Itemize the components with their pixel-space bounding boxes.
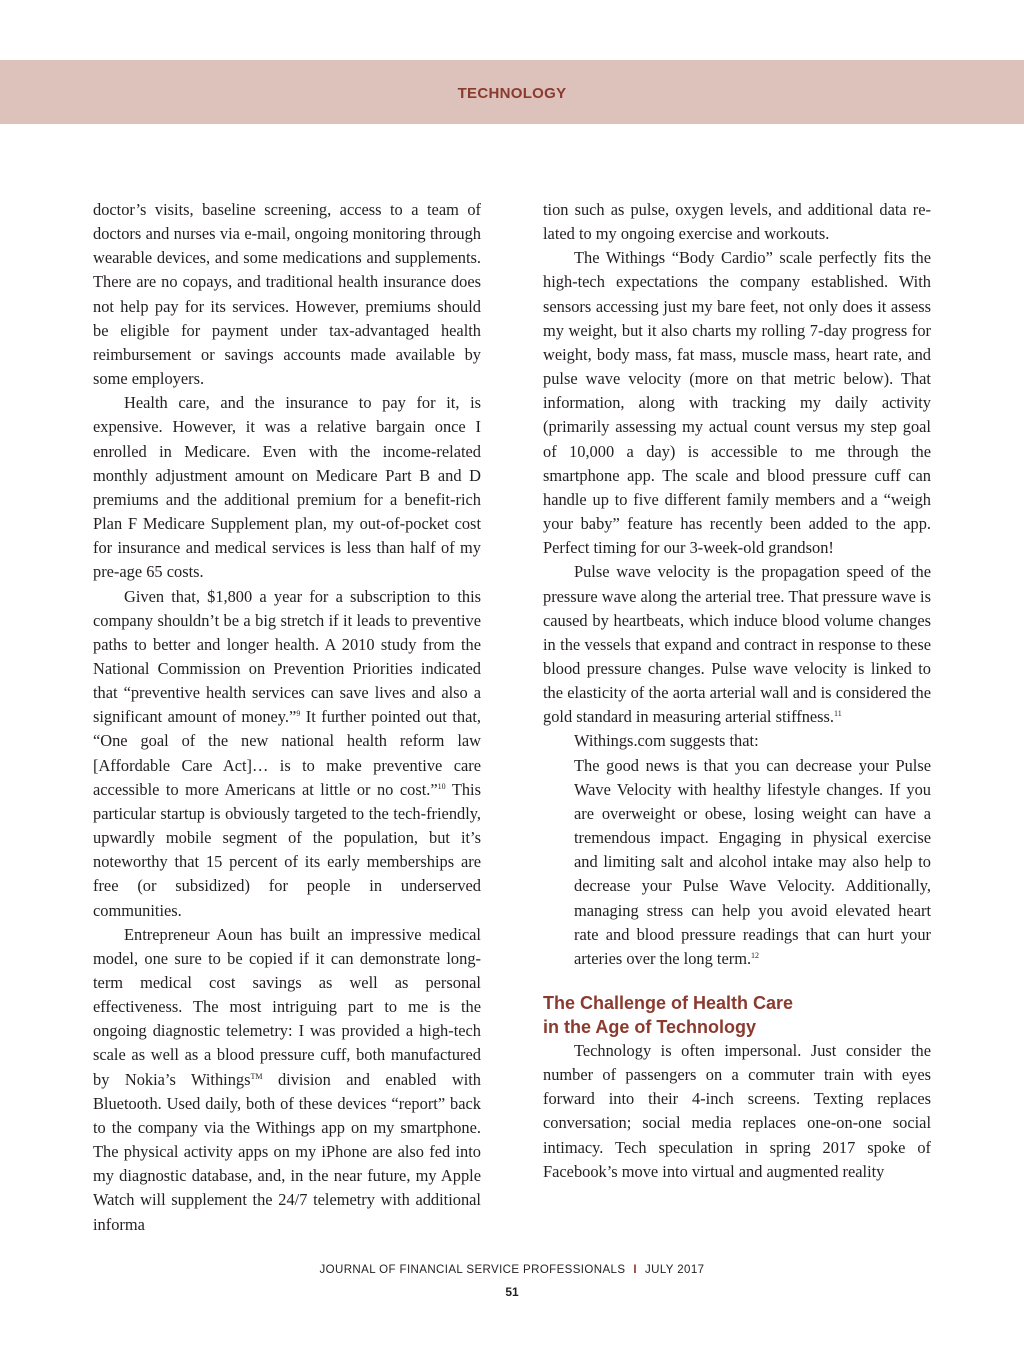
section-subhead [543,991,931,1039]
paragraph-text: It further pointed out that, “One goal of the new national health reform law [Affordable Care Act]… is to make preventive care accessible to more Americans at little or no cost.” [93,707,481,799]
quote-text: The good news is that you can decrease your Pulse Wave Velocity with healthy lifestyle changes. If you are overweight or obese, losing weight can have a tremendous impact. Engaging in physical exercise and limiting salt and alcohol intake may also help to decrease your Pulse Wave Velocity. Additionally, managing stress can help you avoid elevated heart rate and blood pressure readings that can hurt your arteries over the long term. [574,755,931,968]
paragraph: Health care, and the insurance to pay for it, is expensive. However, it was a relative bargain once I enrolled in Medicare. Even with the income-related monthly adjustment amount on Medicare Part B and D premiums and the additional premium for a benefit-rich Plan F Medicare Supplement plan, my out-of-pocket cost for insurance and medical services is less than half of my pre-age 65 costs. [93,393,481,582]
block-quote [574,754,931,971]
paragraph [93,585,481,923]
paragraph-text: division and enabled with Bluetooth. Used daily, both of these devices “report” back to the company via the Withings app on my smartphone. The physical activity apps on my iPhone are also fed into my diagnostic database, and, in the near future, my Apple Watch will supplement the 24/7 telemetry with additional informa [93,1069,481,1234]
section-label: TECHNOLOGY [457,85,567,102]
footer [0,1264,1024,1276]
footnote-ref: 11 [834,709,842,719]
trademark-mark: TM [250,1071,263,1081]
paragraph [543,560,931,729]
left-column [93,198,481,1237]
issue-date: JULY 2017 [645,1264,705,1276]
paragraph: Withings.com suggests that: [574,731,759,751]
journal-name: JOURNAL OF FINANCIAL SERVICE PROFESSIONALS [319,1264,626,1276]
paragraph-text: This particular startup is obviously targeted to the tech-friendly, upwardly mobile segment of the population, but it’s noteworthy that 15 percent of its early memberships are free (or subsidized) for people in underserved communities. [93,779,481,920]
paragraph: The Withings “Body Cardio” scale perfectly fits the high-tech expectations the company established. With sensors accessing just my bare feet, not only does it assess my weight, but it also charts my rolling 7-day progress for weight, body mass, fat mass, muscle mass, heart rate, and pulse wave velocity (more on that metric below). That information, along with tracking my daily activity (primarily assessing my actual count versus my step goal of 10,000 a day) is accessible to me through the smartphone app. The scale and blood pressure cuff can handle up to five different family members and a “weigh your baby” feature has recently been added to the app. Perfect timing for our 3-week-old grandson! [543,248,931,558]
footnote-ref: 9 [296,709,301,719]
footnote-ref: 12 [751,950,760,960]
subhead-line: The Challenge of Health Care [543,993,794,1013]
footnote-ref: 10 [437,781,446,791]
paragraph-text: Pulse wave velocity is the propagation speed of the pressure wave along the arterial tree. That pressure wave is caused by heartbeats, which induce blood volume changes in the vessels that expand and contract in response to these blood pressure changes. Pulse wave velocity is linked to the elasticity of the aorta arterial wall and is considered the gold standard in measuring arterial stiffness. [543,562,931,727]
paragraph [93,923,481,1237]
footer-separator: I [633,1264,637,1276]
page-number: 51 [505,1285,519,1299]
paragraph: doctor’s visits, baseline screening, access to a team of doctors and nurses via e-mail, ongoing monitoring through wearable devices, and some medications and supplements. There are no copays, and traditional health insurance does not help pay for its services. However, premiums should be eligible for payment under tax-advantaged health reimbursement or savings accounts made available by some employers. [93,200,481,389]
right-column [543,198,931,1184]
subhead-line: in the Age of Technology [543,1017,756,1037]
paragraph: tion such as pulse, oxygen levels, and additional data related to my ongoing exercise and workouts. [543,200,931,244]
paragraph-text: Given that, $1,800 a year for a subscription to this company shouldn’t be a big stretch if it leads to preventive paths to better and longer health. A 2010 study from the National Commission on Prevention Priorities indicated that “preventive health services can save lives and also a significant amount of money.” [93,586,481,727]
paragraph-text: Entrepreneur Aoun has built an impressive medical model, one sure to be copied if it can demonstrate longterm medical cost savings as well as personal effectiveness. The most intriguing part to me is the ongoing diagnostic telemetry: I was provided a high-tech scale as well as a blood pressure cuff, both manufactured by Nokia’s Withings [93,924,481,1089]
paragraph: Technology is often impersonal. Just consider the number of passengers on a commuter train with eyes forward into their 4-inch screens. Texting replaces conversation; social media replaces one-on-one social intimacy. Tech speculation in spring 2017 spoke of Facebook’s move into virtual and augmented reality [543,1041,931,1181]
